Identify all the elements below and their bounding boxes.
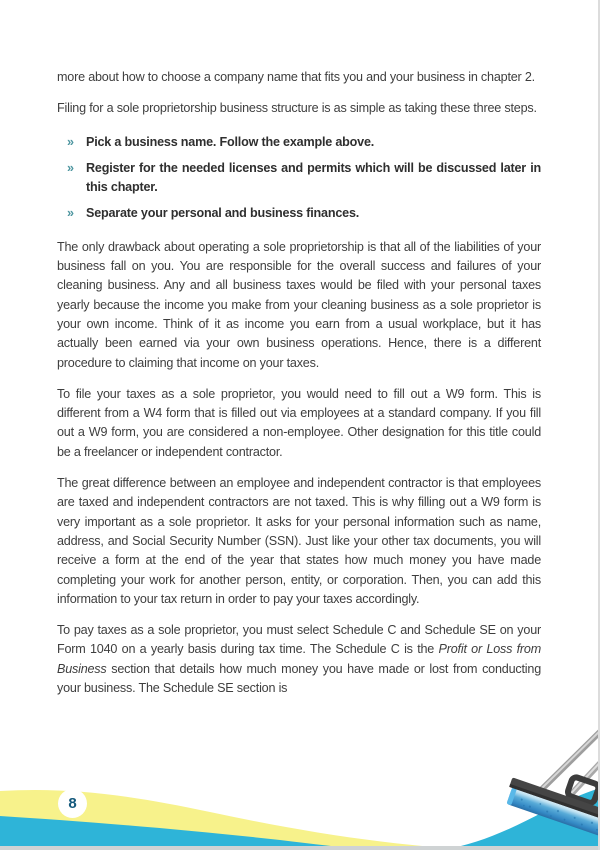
chevron-bullet-icon: » (67, 134, 74, 149)
paragraph-6-start: To pay taxes as a sole proprietor, you must select Schedule C and Schedule SE on your Form 1040 on a yearly basis during tax time. The Schedule C is the (57, 623, 541, 657)
chevron-bullet-icon: » (67, 160, 74, 175)
paragraph-2: Filing for a sole proprietorship business structure is as simple as taking these three steps. (57, 101, 537, 116)
sponge-mop-icon (463, 685, 598, 850)
paragraph-6-end: section that details how much money you have made or lost from conducting your business. The Schedule SE section is (57, 661, 541, 696)
page-number: 8 (68, 795, 77, 812)
chevron-bullet-icon: » (67, 206, 74, 221)
steps-list (57, 133, 541, 224)
page-number-badge (58, 789, 87, 818)
list-item (57, 133, 541, 152)
list-item-label: Pick a business name. Follow the example above. (86, 134, 375, 149)
paragraph-1: more about how to choose a company name that fits you and your business in chapter 2. (57, 70, 535, 84)
list-item-label: Separate your personal and business finances. (86, 206, 360, 221)
paragraph-4: To file your taxes as a sole proprietor, you would need to fill out a W9 form. This is different from a W4 form that is filled out via employees at a standard company. If you fill out a W9 form, you are considered a non-employee. Other designation for this title could be a freelancer or independent contractor. (57, 386, 541, 459)
paragraph-5: The great difference between an employee and independent contractor is that employees are taxed and independent contractors are not taxed. This is why filling out a W9 form is very important as a sole proprietor. It asks for your personal information such as name, address, and Social Security Number (SSN). Just like your other tax documents, you will receive a form at the end of the year that states how much money you have made completing your work for another person, entity, or corporation. Then, you can add this information to your tax return in order to pay your taxes accordingly. (57, 476, 541, 606)
list-item (57, 204, 541, 223)
mop-head (504, 758, 598, 837)
page-content (57, 68, 541, 710)
list-item (57, 159, 541, 198)
paragraph-3: The only drawback about operating a sole proprietorship is that all of the liabilities of your business fall on you. You are responsible for the overall success and failures of your cleaning business. Any and all business taxes would be filed with your personal taxes yearly because the income you make from your cleaning business as a sole proprietor is your own income. Think of it as income you earn from a usual workplace, but it has actually been earned via your own business operations. Hence, there is a different procedure to claiming that income on your taxes. (57, 239, 541, 370)
list-item-label: Register for the needed licenses and permits which will be discussed later in this chapter. (86, 160, 541, 195)
paragraph-6-italic: Profit or Loss from Business (57, 642, 542, 676)
